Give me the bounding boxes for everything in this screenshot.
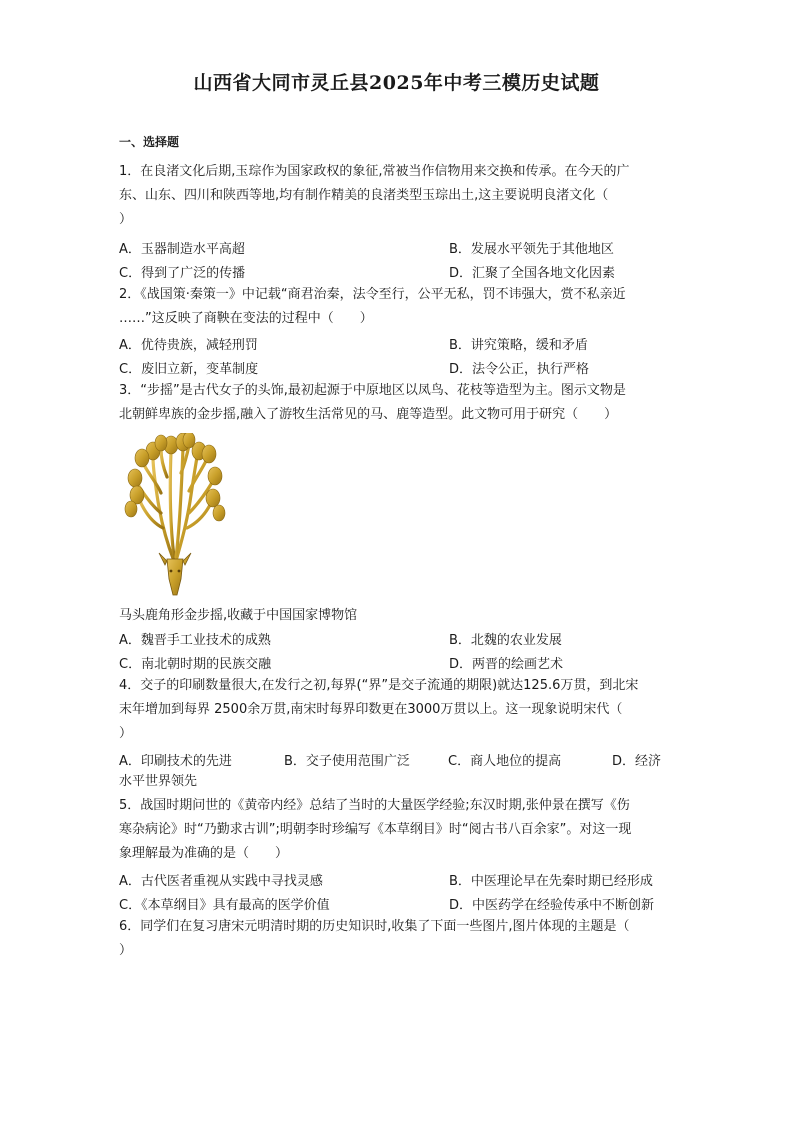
q2-option-b: B．讲究策略，缓和矛盾 xyxy=(449,338,588,353)
section-heading: 一、选择题 xyxy=(119,135,180,149)
q1-option-b: B．发展水平领先于其他地区 xyxy=(449,242,614,257)
q2-option-c: C．废旧立新，变革制度 xyxy=(119,362,259,377)
q3-option-d: D．两晋的绘画艺术 xyxy=(449,657,564,672)
q5-option-d: D．中医药学在经验传承中不断创新 xyxy=(449,898,655,913)
q1-option-c: C．得到了广泛的传播 xyxy=(119,266,246,281)
q3-option-a: A．魏晋手工业技术的成熟 xyxy=(119,633,271,648)
q3-line-1: 3．“步摇”是古代女子的头饰,最初起源于中原地区以凤鸟、花枝等造型为主。图示文物是 xyxy=(119,383,626,398)
q2-option-a: A．优待贵族，减轻刑罚 xyxy=(119,338,258,353)
q4-line-2: 末年增加到每界 2500余万贯,南宋时每界印数更在3000万贯以上。这一现象说明宋代（ xyxy=(119,702,623,717)
q2-line-1: 2．《战国策·秦策一》中记载“商君治秦，法令至行，公平无私，罚不讳强大，赏不私亲近 xyxy=(119,287,626,302)
figure-caption: 马头鹿角形金步摇,收藏于中国国家博物馆 xyxy=(119,608,358,623)
q5-option-a: A．古代医者重视从实践中寻找灵感 xyxy=(119,874,323,889)
q4-option-a: A．印刷技术的先进 xyxy=(119,754,232,769)
q4-option-d-continued: 水平世界领先 xyxy=(119,774,198,789)
q5-option-b: B．中医理论早在先秦时期已经形成 xyxy=(449,874,653,889)
q6-line-2: ） xyxy=(119,943,133,958)
q2-option-d: D．法令公正，执行严格 xyxy=(449,362,590,377)
q4-line-1: 4．交子的印刷数量很大,在发行之初,每界(“界”是交子流通的期限)就达125.6万贯，到北宋 xyxy=(119,678,639,693)
q1-line-3: ） xyxy=(119,212,133,227)
q2-line-2: ……”这反映了商鞅在变法的过程中（ ） xyxy=(119,311,373,326)
q1-option-a: A．玉器制造水平高超 xyxy=(119,242,245,257)
exam-title: 山西省大同市灵丘县2025年中考三模历史试题 xyxy=(193,72,600,94)
gold-buyao-artifact-image xyxy=(117,433,231,601)
q6-line-1: 6．同学们在复习唐宋元明清时期的历史知识时,收集了下面一些图片,图片体现的主题是（ xyxy=(119,919,630,934)
q5-line-3: 象理解最为准确的是（ ） xyxy=(119,846,289,861)
q4-option-b: B．交子使用范围广泛 xyxy=(284,754,410,769)
q3-option-c: C．南北朝时期的民族交融 xyxy=(119,657,272,672)
q5-line-2: 寒杂病论》时“乃勤求古训”;明朝李时珍编写《本草纲目》时“阅古书八百余家”。对这一现 xyxy=(119,822,632,837)
q1-option-d: D．汇聚了全国各地文化因素 xyxy=(449,266,616,281)
q1-line-1: 1．在良渚文化后期,玉琮作为国家政权的象征,常被当作信物用来交换和传承。在今天的广 xyxy=(119,164,630,179)
q4-line-3: ） xyxy=(119,726,133,741)
q5-line-1: 5．战国时期问世的《黄帝内经》总结了当时的大量医学经验;东汉时期,张仲景在撰写《伤 xyxy=(119,798,630,813)
q3-option-b: B．北魏的农业发展 xyxy=(449,633,562,648)
q5-option-c: C．《本草纲目》具有最高的医学价值 xyxy=(119,898,330,913)
q4-option-d: D．经济 xyxy=(612,754,662,769)
q1-line-2: 东、山东、四川和陕西等地,均有制作精美的良渚类型玉琮出土,这主要说明良渚文化（ xyxy=(119,188,609,203)
q3-line-2: 北朝鲜卑族的金步摇,融入了游牧生活常见的马、鹿等造型。此文物可用于研究（ ） xyxy=(119,407,618,422)
q4-option-c: C．商人地位的提高 xyxy=(448,754,562,769)
